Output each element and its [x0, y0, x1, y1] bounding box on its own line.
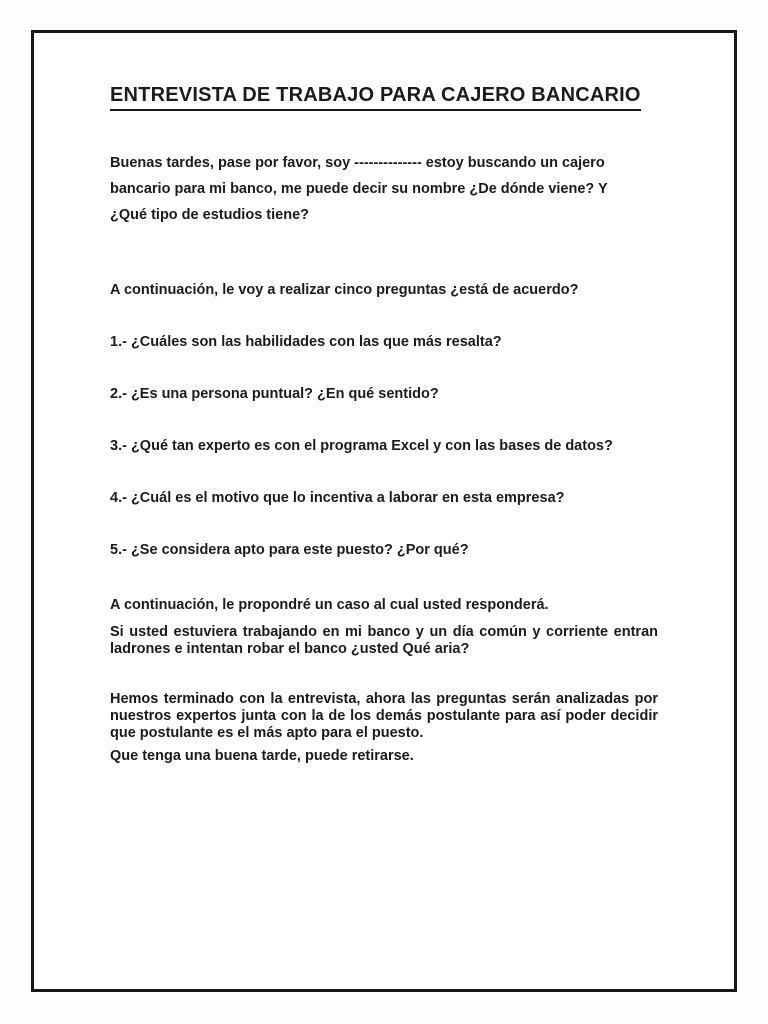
- case-scenario-paragraph: [110, 624, 658, 658]
- intro-line: bancario para mi banco, me puede decir su nombre ¿De dónde viene? Y: [110, 181, 608, 197]
- case-scenario-line: Si usted estuviera trabajando en mi banco y un día común y corriente entran: [110, 624, 658, 640]
- question-3: 3.- ¿Qué tan experto es con el programa Excel y con las bases de datos?: [110, 438, 613, 454]
- question-4: 4.- ¿Cuál es el motivo que lo incentiva a laborar en esta empresa?: [110, 490, 565, 506]
- case-scenario-line: ladrones e intentan robar el banco ¿usted Qué aria?: [110, 641, 470, 657]
- farewell-line: Que tenga una buena tarde, puede retirarse.: [110, 748, 414, 764]
- document-page: [31, 30, 737, 992]
- question-2: 2.- ¿Es una persona puntual? ¿En qué sentido?: [110, 386, 439, 402]
- title-row: [110, 83, 658, 111]
- closing-paragraph: [110, 691, 658, 742]
- question-1: 1.- ¿Cuáles son las habilidades con las que más resalta?: [110, 334, 502, 350]
- case-intro-line: A continuación, le propondré un caso al cual usted responderá.: [110, 597, 549, 613]
- question-5: 5.- ¿Se considera apto para este puesto? ¿Por qué?: [110, 542, 469, 558]
- closing-line: nuestros expertos junta con la de los demás postulante para así poder decidir: [110, 708, 658, 724]
- document-title: ENTREVISTA DE TRABAJO PARA CAJERO BANCARIO: [110, 83, 641, 111]
- intro-line: Buenas tardes, pase por favor, soy -------------- estoy buscando un cajero: [110, 155, 605, 171]
- intro-paragraph: [110, 150, 658, 228]
- closing-line: que postulante es el más apto para el puesto.: [110, 725, 424, 741]
- closing-line: Hemos terminado con la entrevista, ahora las preguntas serán analizadas por: [110, 691, 658, 707]
- intro-line: ¿Qué tipo de estudios tiene?: [110, 207, 309, 223]
- agreement-line: A continuación, le voy a realizar cinco preguntas ¿está de acuerdo?: [110, 282, 579, 298]
- document-content: [110, 33, 658, 765]
